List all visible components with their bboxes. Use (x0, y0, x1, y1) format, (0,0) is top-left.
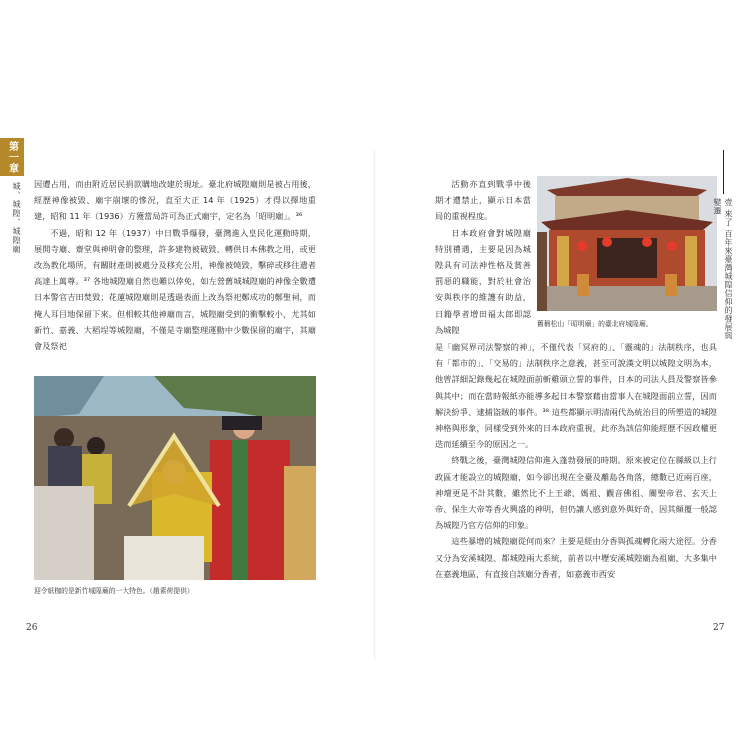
paragraph: 日本政府會對城隍廟特別禮遇，主要是因為城隍具有司法神性格及賞善罰惡的職能，對於社會治安與秩序的維護有助益，日籍學者增田福太郎即認為城隍 (435, 227, 531, 335)
paragraph: 活動亦直到戰爭中後期才遭禁止，顯示日本當局的重視程度。 (435, 179, 531, 222)
festival-photo (34, 376, 316, 580)
paragraph: 終戰之後，臺灣城隍信仰進入蓬勃發展的時期。原來被定位在縣級以上行政區才能設立的城隍廟，如今卻出現在全臺及離島各角落，總數已近兩百座，神壇更是不計其數，雖然比不上王爺、媽祖、觀音佛祖、關聖帝君、玄天上帝、保生大帝等香火興盛的神明，但仍讓人感到意外與好奇，因其顛覆一般認為城隍乃官方信仰的印象。 (435, 455, 717, 531)
right-body-text (435, 339, 717, 582)
running-header-title: 百年來臺灣城隍信仰的發展與變遷 (713, 198, 733, 341)
chapter-subtitle: 城、城隍、城隍廟 (12, 182, 21, 254)
left-page-number: 26 (26, 623, 38, 633)
temple-photo (537, 176, 717, 311)
temple-photo-illustration (537, 176, 717, 311)
left-photo-caption: 迎令紙枷的是新竹城隍廟的一大特色。（趙素荷提供） (34, 587, 194, 595)
paragraph: 不過，昭和 12 年（1937）中日戰爭爆發，臺灣進入皇民化運動時期，展開寺廟、齋堂與神明會的整理，許多建物被破毀、轉供日本佛教之用，或更改為教化場所，有關財產則被處分及移充公用，神像被燒毀，擊碎或移往遺者高達上萬尊。³⁷ 各地城隍廟自然也難以倖免，如左營舊城城隍廟的神像全數遭日本警官吉田焚毀；花蓮城隍廟則是透過表面上改為祭祀鄭成功的鄭聖祠，而掩人耳目地保留下來。但相較其他神廟而言，城隍廟受到的衝擊較小，尤其如新竹、嘉義、大稻埕等城隍廟，不僅是寺廟整理運動中少數保留的廟宇，其廟會及祭祀 (34, 227, 316, 352)
running-header (713, 198, 734, 348)
running-header-lead: 壹 來了 (724, 198, 733, 227)
header-rule (723, 150, 724, 194)
paragraph: 因遭占用，而由附近居民捐款購地改建於現址。臺北府城隍廟則是被占用後，經歷神像被毀、廟宇崩壞的慘況，直至大正 14 年（1925）才得以擇地重建，昭和 11 年（1936）方獲當局許可為正式廟宇，定名為「昭明廟」。³⁶ (34, 179, 316, 222)
right-narrow-text (435, 176, 531, 338)
gutter-shadow (374, 150, 376, 660)
chapter-tab: 第一章 (0, 138, 24, 176)
left-body-text (34, 176, 316, 354)
right-page-number: 27 (713, 623, 725, 633)
right-photo-caption: 舊稱松山「昭明廟」的臺北府城隍廟。 (537, 320, 653, 328)
festival-photo-illustration (34, 376, 316, 580)
paragraph: 是「幽冥界司法警察的神」，不僅代表「冥府的」、「靈魂的」法制秩序，也具有「都市的」、「交易的」法制秩序之意義，甚至可說漢文明以城隍文明為本，他曾詳細記錄幾起在城隍面前斬雞頭立誓的事件，日本的司法人員及警察皆參與其中；而在當時報紙亦能導多起日本警察藉由當事人在城隍面前立誓，因而解決紛爭、逮捕盜賊的事件。³⁸ 這些都顯示明清兩代為統治目的所塑造的城隍神格與形象，同樣受到外來的日本政府重視，此亦為該信仰能經歷不因政權更迭而延續至今的原因之一。 (435, 342, 717, 450)
paragraph: 這些暴增的城隍廟從何而來？主要是經由分香與孤魂轉化兩大途徑。分香又分為安溪城隍、都城隍兩大系統，前者以中壢安溪城隍廟為祖廟，大多集中在嘉義地區，有直接自該廟分香者，如嘉義市西安 (435, 536, 717, 579)
